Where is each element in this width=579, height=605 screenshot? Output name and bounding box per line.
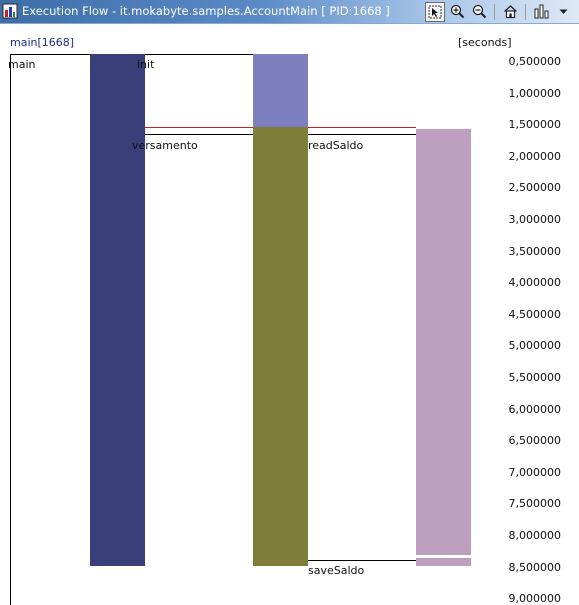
method-label-main: main (8, 58, 36, 71)
versamento-bar[interactable] (253, 127, 308, 566)
time-tick-label: 8,000000 (508, 529, 561, 542)
title-bar (0, 0, 579, 24)
zoom-in-button[interactable] (447, 2, 467, 22)
zoom-out-icon (472, 4, 487, 19)
time-tick-label: 0,500000 (508, 55, 561, 68)
execution-flow-chart (0, 24, 579, 605)
dropdown-arrow-icon (558, 6, 569, 17)
method-label-versamento: versamento (132, 139, 198, 152)
time-tick-label: 9,000000 (508, 592, 561, 605)
app-icon (3, 4, 17, 18)
savesaldo-bar[interactable] (416, 558, 471, 566)
time-tick-label: 2,000000 (508, 149, 561, 163)
home-icon (503, 4, 518, 19)
time-tick-label: 4,000000 (508, 276, 561, 290)
time-tick-label: 7,000000 (508, 465, 561, 479)
method-label-init: init (137, 58, 155, 71)
time-tick-label: 5,000000 (508, 339, 561, 353)
method-label-readsaldo: readSaldo (308, 139, 364, 152)
thread-label: main[1668] (10, 36, 75, 49)
zoom-in-icon (450, 4, 465, 19)
window-title: Execution Flow - it.mokabyte.samples.AccountMain [ PID:1668 ] (22, 4, 390, 18)
time-tick-label: 6,500000 (508, 434, 561, 448)
time-tick-label: 5,500000 (508, 371, 561, 384)
readsaldo-bar[interactable] (416, 129, 471, 555)
time-tick-label: 2,500000 (508, 181, 561, 195)
time-tick-label: 3,000000 (508, 213, 561, 226)
chart-options-icon (534, 4, 549, 19)
time-tick-label: 3,500000 (508, 244, 561, 258)
chart-options-button[interactable] (531, 2, 551, 22)
select-cursor-icon (428, 5, 442, 19)
thread-axis-line (10, 54, 11, 605)
time-tick-label: 1,500000 (508, 118, 561, 132)
time-tick-label: 6,000000 (508, 402, 561, 416)
init-bar[interactable] (253, 54, 308, 127)
main-bar[interactable] (90, 54, 145, 566)
time-tick-label: 1,000000 (508, 86, 561, 100)
time-tick-label: 7,500000 (508, 497, 561, 511)
home-button[interactable] (500, 2, 520, 22)
toolbar-separator (525, 4, 526, 20)
method-label-savesaldo: saveSaldo (308, 564, 365, 577)
dropdown-button[interactable] (553, 2, 573, 22)
time-tick-label: 4,500000 (508, 307, 561, 321)
toolbar-separator (494, 4, 495, 20)
zoom-out-button[interactable] (469, 2, 489, 22)
toolbar (425, 0, 579, 23)
time-tick-label: 8,500000 (508, 560, 561, 574)
select-cursor-button[interactable] (425, 2, 445, 22)
units-label: [seconds] (458, 36, 512, 49)
savesaldo-call-line (308, 560, 416, 561)
